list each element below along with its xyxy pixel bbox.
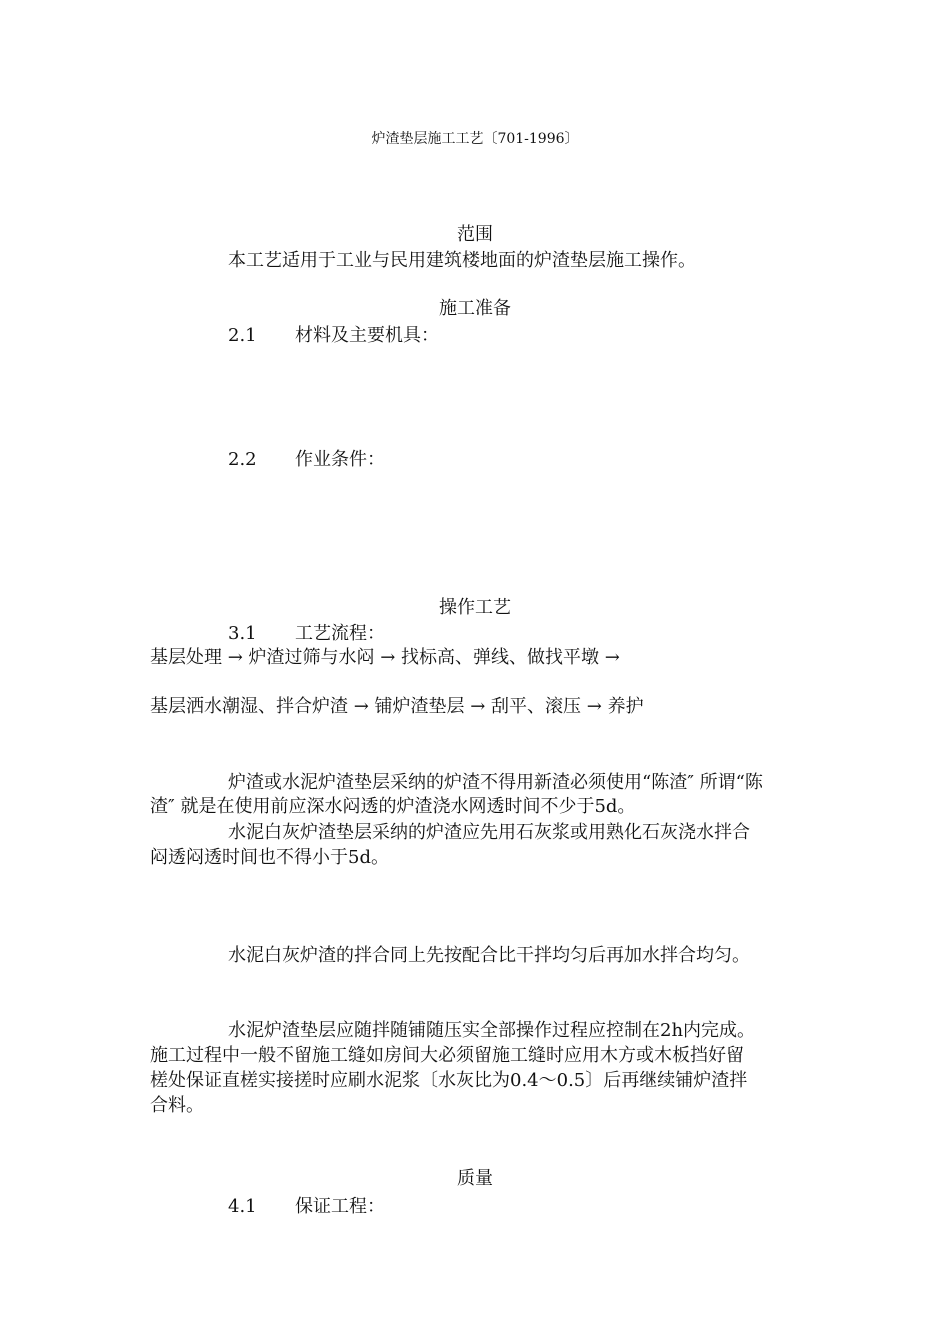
item-label: 工艺流程：	[295, 623, 385, 644]
paragraph-3: 水泥白灰炉渣的拌合同上先按配合比干拌均匀后再加水拌合均匀。	[228, 945, 750, 966]
paragraph-2-line-1: 水泥白灰炉渣垫层采纳的炉渣应先用石灰浆或用熟化石灰浇水拌合	[228, 822, 750, 843]
paragraph-1-line-1: 炉渣或水泥炉渣垫层采纳的炉渣不得用新渣必须使用“陈渣″ 所谓“陈	[228, 772, 763, 793]
paragraph-1-line-2: 渣″ 就是在使用前应深水闷透的炉渣浇水网透时间不少于5d。	[150, 796, 636, 817]
paragraph-4-line-3: 槎处保证直槎实接搓时应刷水泥浆〔水灰比为0.4～0.5〕后再继续铺炉渣拌	[150, 1070, 748, 1091]
item-number: 2.2	[228, 449, 257, 470]
item-label: 材料及主要机具：	[295, 325, 439, 346]
section-heading-quality: 质量	[457, 1168, 493, 1189]
item-2-2	[228, 449, 385, 471]
flow-line-1: 基层处理 → 炉渣过筛与水闷 → 找标高、弹线、做找平墩 →	[150, 647, 620, 668]
item-label: 作业条件：	[295, 449, 385, 470]
item-4-1	[228, 1196, 385, 1218]
item-number: 2.1	[228, 325, 257, 346]
paragraph-4-line-1: 水泥炉渣垫层应随拌随铺随压实全部操作过程应控制在2h内完成。	[228, 1020, 756, 1041]
section-heading-process: 操作工艺	[439, 597, 511, 618]
item-number: 4.1	[228, 1196, 257, 1217]
paragraph-4-line-2: 施工过程中一般不留施工缝如房间大必须留施工缝时应用木方或木板挡好留	[150, 1045, 744, 1066]
item-3-1	[228, 623, 385, 645]
paragraph-4-line-4: 合料。	[150, 1095, 204, 1116]
item-number: 3.1	[228, 623, 257, 644]
item-2-1	[228, 325, 439, 347]
flow-line-2: 基层洒水潮湿、拌合炉渣 → 铺炉渣垫层 → 刮平、滚压 → 养护	[150, 696, 644, 717]
scope-text: 本工艺适用于工业与民用建筑楼地面的炉渣垫层施工操作。	[228, 250, 696, 271]
section-heading-preparation: 施工准备	[439, 298, 511, 319]
document-title: 炉渣垫层施工工艺〔701-1996〕	[371, 131, 579, 147]
item-label: 保证工程：	[295, 1196, 385, 1217]
section-heading-scope: 范围	[457, 224, 493, 245]
paragraph-2-line-2: 闷透闷透时间也不得小于5d。	[150, 847, 389, 868]
